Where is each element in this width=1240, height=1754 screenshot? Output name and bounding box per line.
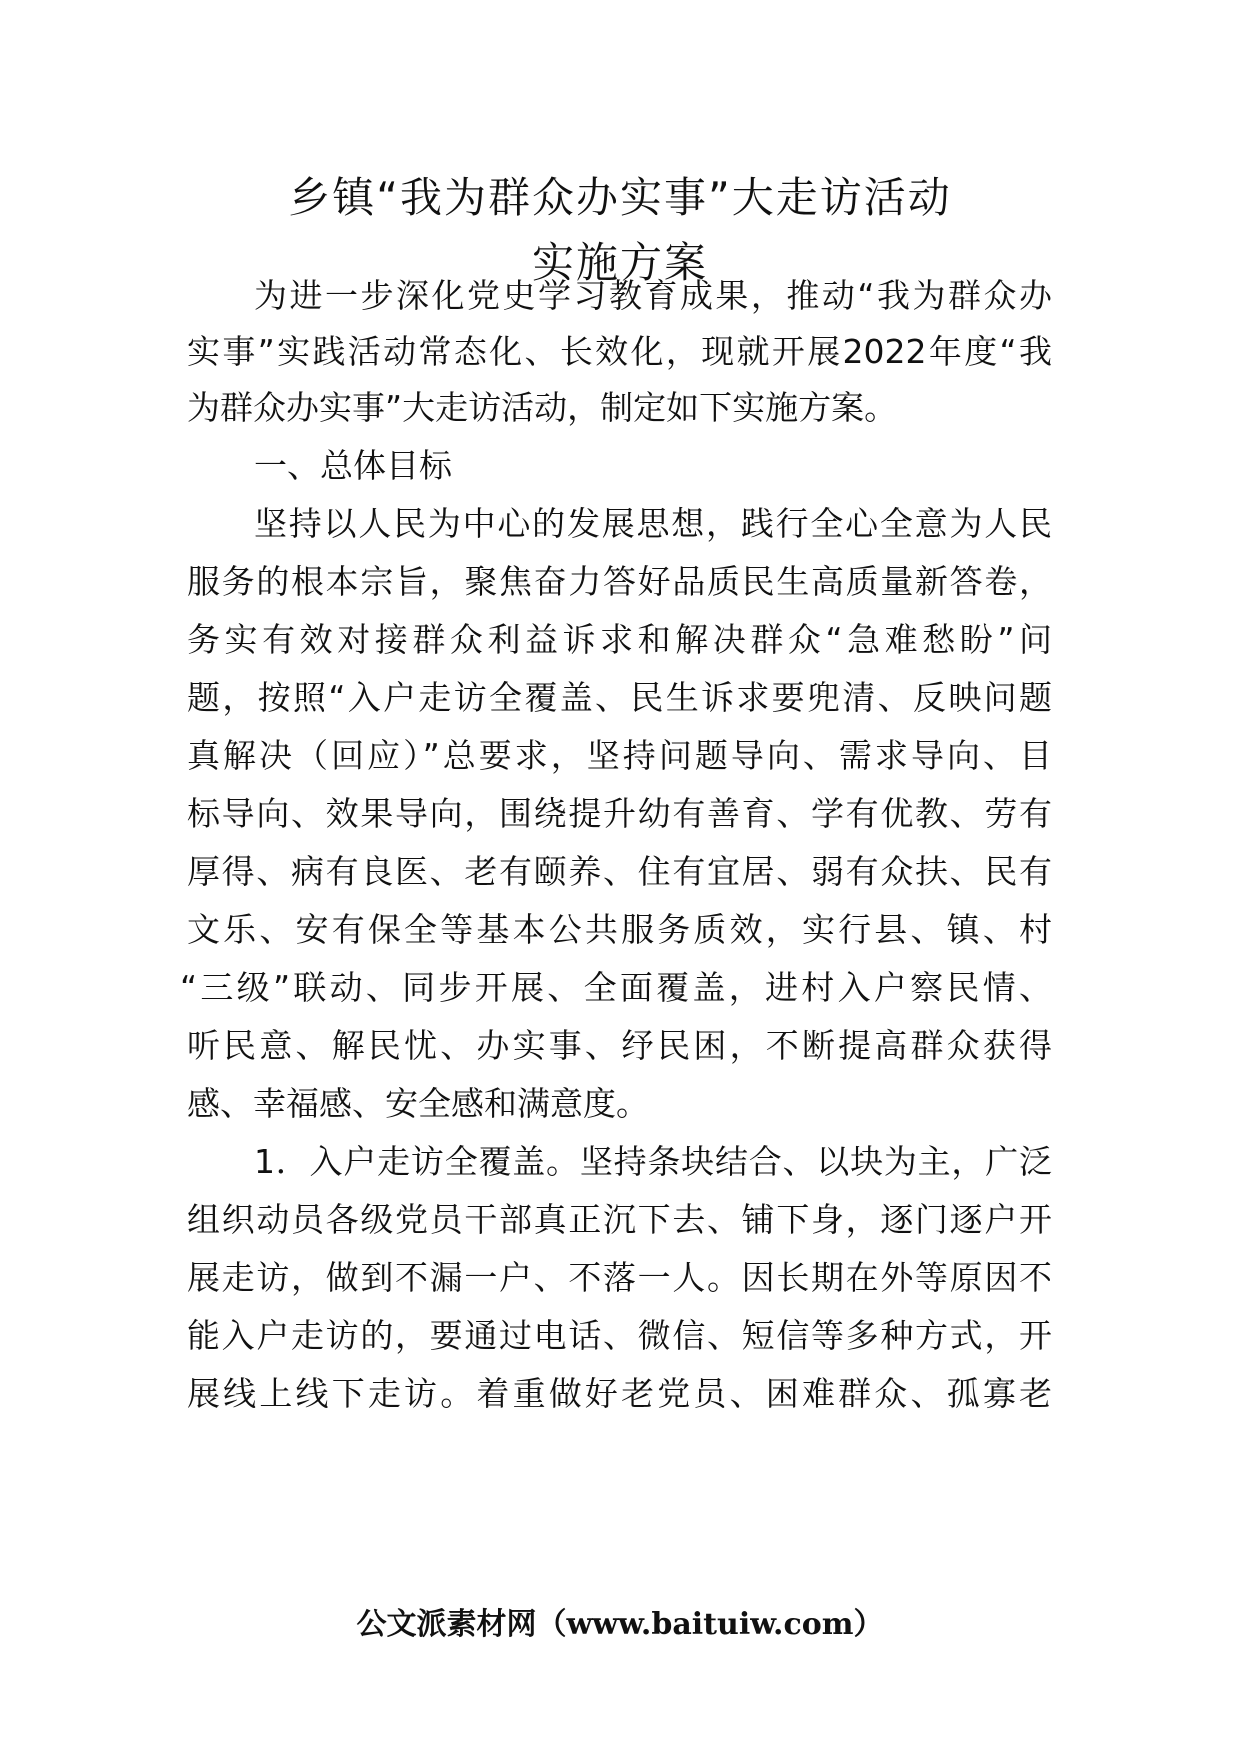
paragraph-line: “三级”联动、同步开展、全面覆盖，进村入户察民情、 (180, 968, 1052, 1007)
paragraph-line: 服务的根本宗旨，聚焦奋力答好品质民生高质量新答卷， (187, 562, 1052, 601)
paragraph-line: 标导向、效果导向，围绕提升幼有善育、学有优教、劳有 (187, 794, 1052, 833)
paragraph-line: 为进一步深化党史学习教育成果，推动“我为群众办 (254, 276, 1052, 315)
paragraph-line: 展线上线下走访。着重做好老党员、困难群众、孤寡老 (187, 1374, 1052, 1413)
paragraph-line: 1．入户走访全覆盖。坚持条块结合、以块为主，广泛 (254, 1142, 1052, 1181)
paragraph-line: 展走访，做到不漏一户、不落一人。因长期在外等原因不 (187, 1258, 1052, 1297)
paragraph-line: 为群众办实事”大走访活动，制定如下实施方案。 (187, 388, 898, 427)
document-title: 乡镇“我为群众办实事”大走访活动 (288, 173, 952, 222)
document-subtitle: 实施方案 (531, 238, 708, 287)
footer-source-text: 公文派素材网（www.baituiw.com） (356, 1607, 884, 1642)
paragraph-line: 感、幸福感、安全感和满意度。 (187, 1084, 649, 1123)
paragraph-line: 厚得、病有良医、老有颐养、住有宜居、弱有众扶、民有 (187, 852, 1052, 891)
paragraph-line: 能入户走访的，要通过电话、微信、短信等多种方式，开 (187, 1316, 1052, 1355)
paragraph-line: 实事”实践活动常态化、长效化，现就开展2022年度“我 (187, 332, 1052, 371)
paragraph-line: 真解决（回应）”总要求，坚持问题导向、需求导向、目 (187, 736, 1052, 775)
section-heading: 一、总体目标 (254, 446, 452, 485)
paragraph-line: 文乐、安有保全等基本公共服务质效，实行县、镇、村 (187, 910, 1052, 949)
paragraph-line: 题，按照“入户走访全覆盖、民生诉求要兜清、反映问题 (187, 678, 1052, 717)
paragraph-line: 组织动员各级党员干部真正沉下去、铺下身，逐门逐户开 (187, 1200, 1052, 1239)
paragraph-line: 务实有效对接群众利益诉求和解决群众“急难愁盼”问 (187, 620, 1052, 659)
paragraph-line: 听民意、解民忧、办实事、纾民困，不断提高群众获得 (187, 1026, 1052, 1065)
paragraph-line: 坚持以人民为中心的发展思想，践行全心全意为人民 (254, 504, 1052, 543)
